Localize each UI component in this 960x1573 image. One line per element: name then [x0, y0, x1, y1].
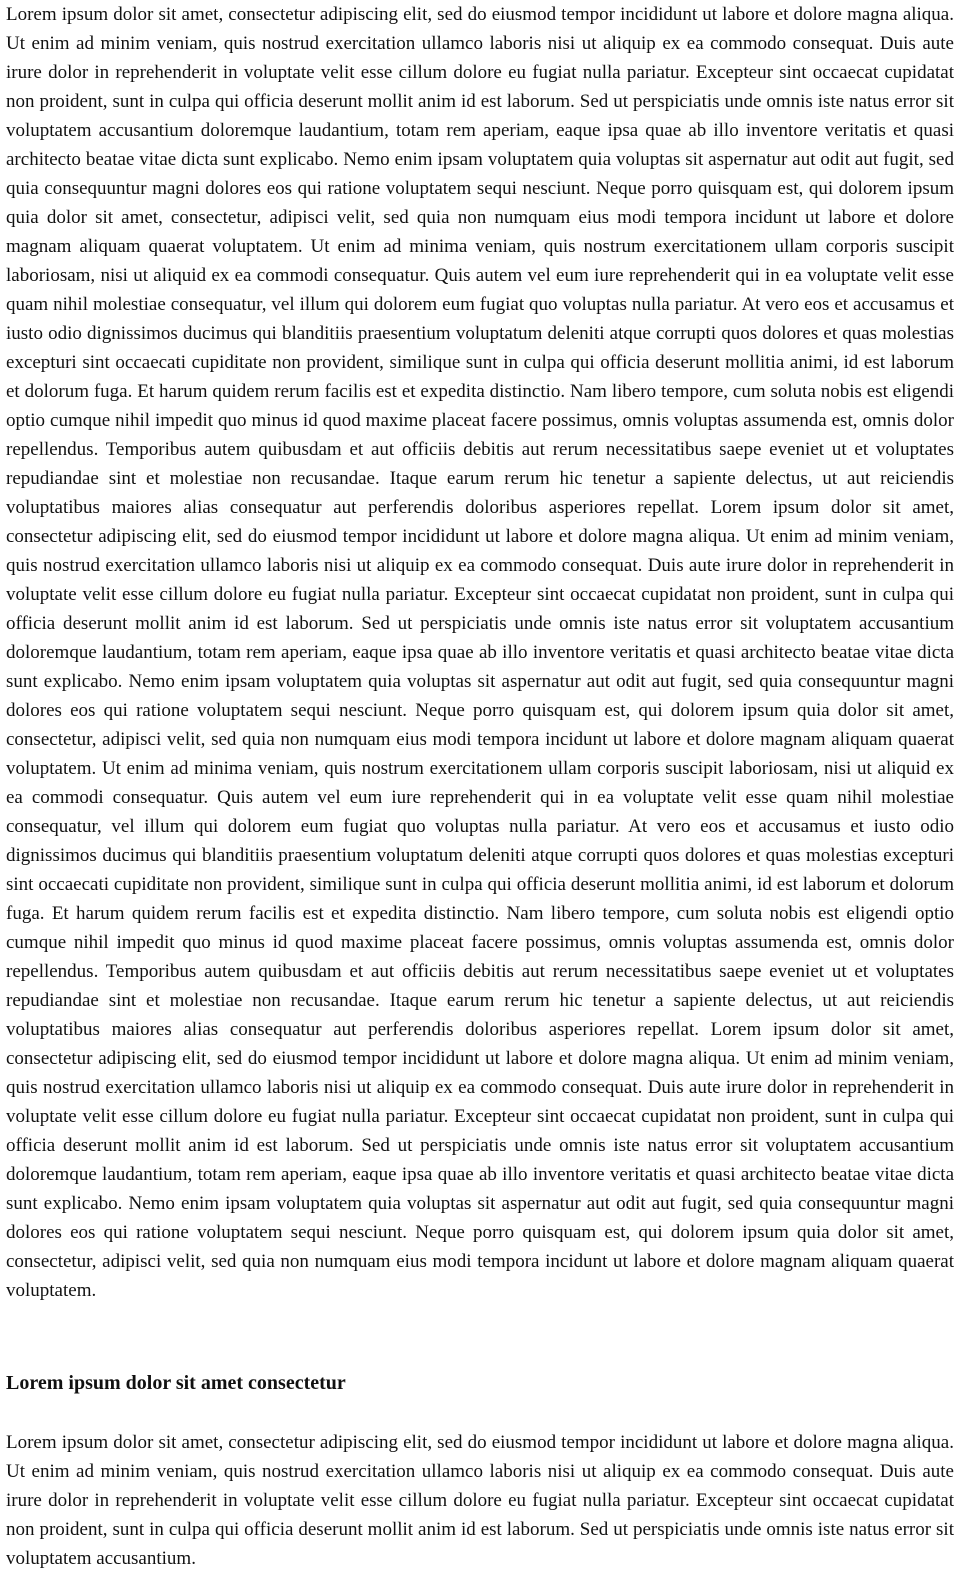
section-heading: Lorem ipsum dolor sit amet consectetur: [6, 1372, 346, 1394]
body-paragraph-main: Lorem ipsum dolor sit amet, consectetur adipiscing elit, sed do eiusmod tempor incididunt ut labore et dolore magna aliqua. Ut enim ad minim veniam, quis nostrud exercitation ullamco laboris nisi ut aliquip ex ea commodo consequat. Duis aute irure dolor in reprehenderit in voluptate velit esse cillum dolore eu fugiat nulla pariatur. Excepteur sint occaecat cupidatat non proident, sunt in culpa qui officia deserunt mollit anim id est laborum. Sed ut perspiciatis unde omnis iste natus error sit voluptatem accusantium doloremque laudantium, totam rem aperiam, eaque ipsa quae ab illo inventore veritatis et quasi architecto beatae vitae dicta sunt explicabo. Nemo enim ipsam voluptatem quia voluptas sit aspernatur aut odit aut fugit, sed quia consequuntur magni dolores eos qui ratione voluptatem sequi nesciunt. Neque porro quisquam est, qui dolorem ipsum quia dolor sit amet, consectetur, adipisci velit, sed quia non numquam eius modi tempora incidunt ut labore et dolore magnam aliquam quaerat voluptatem. Ut enim ad minima veniam, quis nostrum exercitationem ullam corporis suscipit laboriosam, nisi ut aliquid ex ea commodi consequatur. Quis autem vel eum iure reprehenderit qui in ea voluptate velit esse quam nihil molestiae consequatur, vel illum qui dolorem eum fugiat quo voluptas nulla pariatur. At vero eos et accusamus et iusto odio dignissimos ducimus qui blanditiis praesentium voluptatum deleniti atque corrupti quos dolores et quas molestias excepturi sint occaecati cupiditate non provident, similique sunt in culpa qui officia deserunt mollitia animi, id est laborum et dolorum fuga. Et harum quidem rerum facilis est et expedita distinctio. Nam libero tempore, cum soluta nobis est eligendi optio cumque nihil impedit quo minus id quod maxime placeat facere possimus, omnis voluptas assumenda est, omnis dolor repellendus. Temporibus autem quibusdam et aut officiis debitis aut rerum necessitatibus saepe eveniet ut et voluptates repudiandae sint et molestiae non recusandae. Itaque earum rerum hic tenetur a sapiente delectus, ut aut reiciendis voluptatibus maiores alias consequatur aut perferendis doloribus asperiores repellat. Lorem ipsum dolor sit amet, consectetur adipiscing elit, sed do eiusmod tempor incididunt ut labore et dolore magna aliqua. Ut enim ad minim veniam, quis nostrud exercitation ullamco laboris nisi ut aliquip ex ea commodo consequat. Duis aute irure dolor in reprehenderit in voluptate velit esse cillum dolore eu fugiat nulla pariatur. Excepteur sint occaecat cupidatat non proident, sunt in culpa qui officia deserunt mollit anim id est laborum. Sed ut perspiciatis unde omnis iste natus error sit voluptatem accusantium doloremque laudantium, totam rem aperiam, eaque ipsa quae ab illo inventore veritatis et quasi architecto beatae vitae dicta sunt explicabo. Nemo enim ipsam voluptatem quia voluptas sit aspernatur aut odit aut fugit, sed quia consequuntur magni dolores eos qui ratione voluptatem sequi nesciunt. Neque porro quisquam est, qui dolorem ipsum quia dolor sit amet, consectetur, adipisci velit, sed quia non numquam eius modi tempora incidunt ut labore et dolore magnam aliquam quaerat voluptatem. Ut enim ad minima veniam, quis nostrum exercitationem ullam corporis suscipit laboriosam, nisi ut aliquid ex ea commodi consequatur. Quis autem vel eum iure reprehenderit qui in ea voluptate velit esse quam nihil molestiae consequatur, vel illum qui dolorem eum fugiat quo voluptas nulla pariatur. At vero eos et accusamus et iusto odio dignissimos ducimus qui blanditiis praesentium voluptatum deleniti atque corrupti quos dolores et quas molestias excepturi sint occaecati cupiditate non provident, similique sunt in culpa qui officia deserunt mollitia animi, id est laborum et dolorum fuga. Et harum quidem rerum facilis est et expedita distinctio. Nam libero tempore, cum soluta nobis est eligendi optio cumque nihil impedit quo minus id quod maxime placeat facere possimus, omnis voluptas assumenda est, omnis dolor repellendus. Temporibus autem quibusdam et aut officiis debitis aut rerum necessitatibus saepe eveniet ut et voluptates repudiandae sint et molestiae non recusandae. Itaque earum rerum hic tenetur a sapiente delectus, ut aut reiciendis voluptatibus maiores alias consequatur aut perferendis doloribus asperiores repellat. Lorem ipsum dolor sit amet, consectetur adipiscing elit, sed do eiusmod tempor incididunt ut labore et dolore magna aliqua. Ut enim ad minim veniam, quis nostrud exercitation ullamco laboris nisi ut aliquip ex ea commodo consequat. Duis aute irure dolor in reprehenderit in voluptate velit esse cillum dolore eu fugiat nulla pariatur. Excepteur sint occaecat cupidatat non proident, sunt in culpa qui officia deserunt mollit anim id est laborum. Sed ut perspiciatis unde omnis iste natus error sit voluptatem accusantium doloremque laudantium, totam rem aperiam, eaque ipsa quae ab illo inventore veritatis et quasi architecto beatae vitae dicta sunt explicabo. Nemo enim ipsam voluptatem quia voluptas sit aspernatur aut odit aut fugit, sed quia consequuntur magni dolores eos qui ratione voluptatem sequi nesciunt. Neque porro quisquam est, qui dolorem ipsum quia dolor sit amet, consectetur, adipisci velit, sed quia non numquam eius modi tempora incidunt ut labore et dolore magnam aliquam quaerat voluptatem.: [6, 4, 954, 1301]
document-page: [6, 0, 954, 1573]
body-paragraph-final: Lorem ipsum dolor sit amet, consectetur adipiscing elit, sed do eiusmod tempor incididunt ut labore et dolore magna aliqua. Ut enim ad minim veniam, quis nostrud exercitation ullamco laboris nisi ut aliquip ex ea commodo consequat. Duis aute irure dolor in reprehenderit in voluptate velit esse cillum dolore eu fugiat nulla pariatur. Excepteur sint occaecat cupidatat non proident, sunt in culpa qui officia deserunt mollit anim id est laborum. Sed ut perspiciatis unde omnis iste natus error sit voluptatem accusantium.: [6, 1432, 954, 1569]
section-spacer: [6, 1305, 954, 1369]
heading-spacer: [6, 1398, 954, 1428]
